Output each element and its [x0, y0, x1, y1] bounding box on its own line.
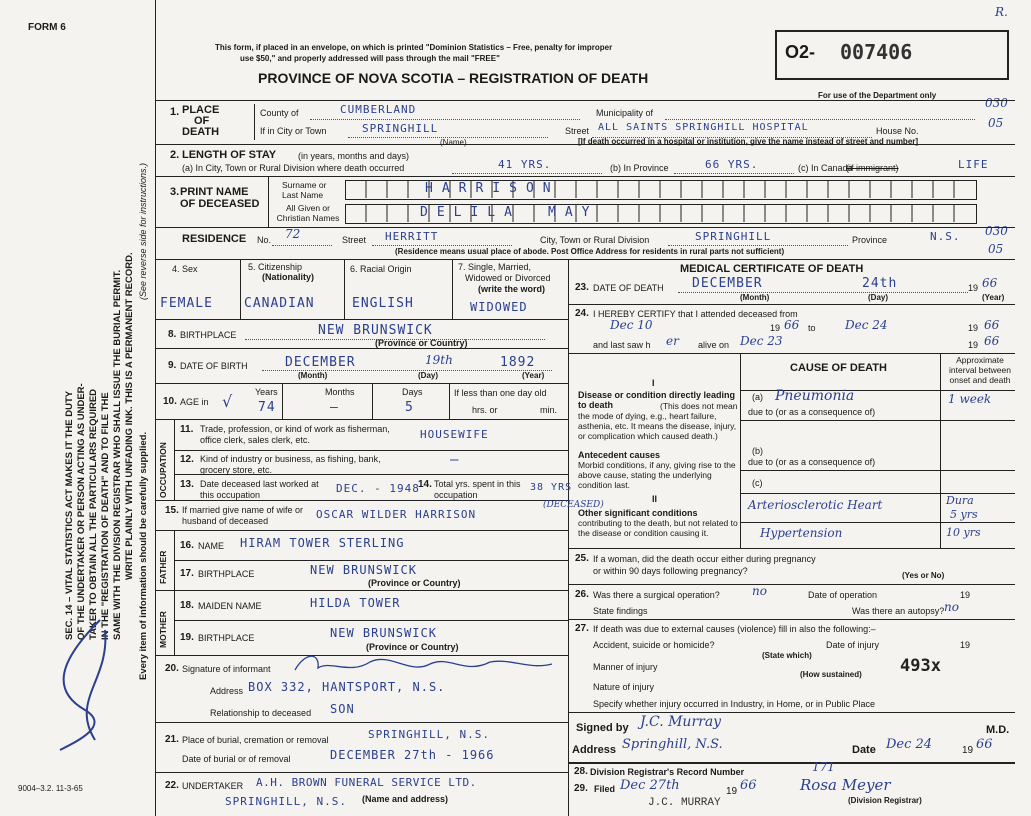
residence-street[interactable]: HERRITT [385, 230, 439, 243]
days-label: Days [402, 387, 423, 397]
s24-last-pronoun[interactable]: er [666, 334, 679, 348]
s17-label: BIRTHPLACE [198, 569, 255, 579]
s27-state-which: (State which) [762, 651, 812, 660]
s25-label: If a woman, did the death occur either during pregnancy or within 90 days following pregnancy? [593, 554, 816, 576]
side-instruction-2: OF THE UNDERTAKER OR PERSON ACTING AS UNDER- [76, 383, 87, 640]
s3-title-b: OF DECEASED [180, 198, 260, 210]
s2-number: 2. [170, 149, 180, 161]
s20-relationship[interactable]: SON [330, 702, 355, 716]
street-value[interactable]: ALL SAINTS SPRINGHILL HOSPITAL [598, 122, 809, 133]
dept-code-4: 05 [988, 242, 1004, 256]
signed-by-label: Signed by [576, 722, 629, 734]
s13-number: 13. [180, 479, 194, 490]
stay-b-value[interactable]: 66 YRS. [705, 158, 759, 171]
s16-label: NAME [198, 541, 225, 551]
s12-label: Kind of industry or business, as fishing, bank, grocery store, etc. [200, 454, 381, 475]
s27-label: If death was due to external causes (violence) fill in also the following:– [593, 624, 876, 634]
s18-label: MAIDEN NAME [198, 601, 262, 611]
disease-label: Disease or condition directly leading to death [578, 390, 736, 410]
s1-title-c: DEATH [182, 126, 220, 138]
s22-sublabel: (Name and address) [362, 794, 449, 804]
mail-notice-line2: use $50," and properly addressed will pass through the mail "FREE" [240, 54, 500, 63]
other-condition-1[interactable]: Arteriosclerotic Heart [748, 498, 883, 512]
s27-injury-date-label: Date of injury [826, 640, 880, 650]
s27-nature-label: Nature of injury [593, 682, 655, 692]
s29-number: 29. [574, 783, 588, 794]
municipality-label: Municipality of [596, 108, 654, 118]
days-value[interactable]: 5 [405, 400, 414, 415]
physician-date-year[interactable]: 66 [976, 737, 993, 752]
residence-no-label: No. [257, 235, 272, 245]
stay-c-label: (c) In Canada [798, 163, 853, 173]
s18-value[interactable]: HILDA TOWER [310, 596, 401, 610]
s17-number: 17. [180, 568, 194, 579]
side-instruction-3: TAKER TO OBTAIN ALL THE PARTICULARS REQUIRED [88, 388, 99, 640]
s9-day[interactable]: 19th [425, 353, 453, 367]
roman-two: II [652, 494, 658, 504]
s13-value[interactable]: DEC. - 1948 [336, 482, 420, 495]
s12-number: 12. [180, 454, 194, 465]
s26-findings-label: State findings [593, 606, 648, 616]
side-instruction-8: Every item of information should be carefully supplied. [138, 431, 149, 680]
s4-label: 4. Sex [172, 264, 198, 274]
side-instruction-6: WRITE PLAINLY WITH UNFADING INK. THIS IS A PERMANENT RECORD. [124, 252, 135, 580]
s19-value[interactable]: NEW BRUNSWICK [330, 626, 437, 640]
antecedent-note: Morbid conditions, if any, giving rise to the above cause, stating the underlying condition last. [578, 460, 736, 490]
min-label: min. [540, 405, 558, 415]
md-label: M.D. [986, 724, 1010, 736]
handwritten-flourish [40, 600, 120, 760]
s9-label: DATE OF BIRTH [180, 361, 248, 371]
s15-note: (DECEASED) [543, 500, 604, 510]
other-conditions-note: contributing to the death, but not related to the disease or condition causing it. [578, 518, 738, 538]
s20-address[interactable]: BOX 332, HANTSPORT, N.S. [248, 680, 446, 694]
other-condition-2-interval[interactable]: 10 yrs [946, 526, 981, 539]
s18-number: 18. [180, 600, 194, 611]
corner-mark: R. [995, 5, 1008, 19]
s1-number: 1. [170, 106, 180, 118]
s24-number: 24. [575, 308, 589, 319]
age-checkmark: √ [222, 392, 233, 411]
stay-c-strike: (if immigrant) [846, 163, 899, 173]
s5-label: 5. Citizenship [248, 262, 303, 272]
s26-date-label: Date of operation [808, 590, 878, 600]
hospital-note: [If death occurred in a hospital or institution, give the name instead of street and number] [578, 137, 919, 146]
s26-autopsy-label: Was there an autopsy? [852, 606, 945, 616]
s23-year-label: (Year) [982, 293, 1005, 302]
informant-signature [290, 650, 560, 680]
s6-label: 6. Racial Origin [350, 264, 412, 274]
s14-number: 14. [418, 479, 432, 490]
s16-number: 16. [180, 540, 194, 551]
s23-month-label: (Month) [740, 293, 770, 302]
stay-a-value[interactable]: 41 YRS. [498, 158, 552, 171]
other-condition-1-interval[interactable]: Dura [946, 494, 974, 507]
residence-no[interactable]: 72 [285, 227, 301, 241]
s29-value[interactable]: Dec 27th [620, 778, 680, 793]
physician-date-prefix: 19 [962, 745, 974, 756]
given-name-2[interactable]: MAY [548, 205, 599, 220]
county-label: County of [260, 108, 299, 118]
registration-prefix: O2- [785, 42, 816, 62]
s12-value[interactable]: – [450, 452, 460, 468]
residence-province-label: Province [852, 235, 888, 245]
s9-number: 9. [168, 360, 177, 371]
s6-value[interactable]: ENGLISH [352, 296, 414, 311]
s23-label: DATE OF DEATH [593, 283, 664, 293]
s10-label: AGE in [180, 397, 209, 407]
s24-to[interactable]: Dec 24 [845, 318, 888, 332]
stay-a-label: (a) In City, Town or Rural Division where death occurred [182, 163, 405, 173]
s20-label: Signature of informant [182, 664, 271, 674]
s27-number: 27. [575, 623, 589, 634]
physician-address-label: Address [572, 744, 617, 756]
s23-day[interactable]: 24th [862, 276, 898, 291]
s27-manner-label: Manner of injury [593, 662, 658, 672]
s8-number: 8. [168, 329, 177, 340]
s5-value[interactable]: CANADIAN [244, 296, 315, 311]
side-instruction-4: IN THE "REGISTRATION OF DEATH" AND TO FILE THE [100, 392, 111, 640]
interval-header: Approximate interval between onset and death [949, 355, 1011, 385]
s26-autopsy[interactable]: no [944, 600, 959, 614]
s10-number: 10. [163, 396, 177, 407]
s29-prefix: 19 [726, 786, 738, 797]
name-stamp: J.C. MURRAY [648, 797, 721, 809]
registrar-signature[interactable]: Rosa Meyer [800, 776, 891, 794]
s23-number: 23. [575, 282, 589, 293]
s14-value[interactable]: 38 YRS [530, 482, 573, 493]
s20-number: 20. [165, 663, 179, 674]
department-use-label: For use of the Department only [818, 91, 937, 100]
residence-province[interactable]: N.S. [930, 230, 961, 243]
s20-relationship-label: Relationship to deceased [210, 708, 312, 718]
stay-c-value[interactable]: LIFE [958, 158, 989, 171]
given-name-1[interactable]: DELILA [420, 205, 521, 220]
s22-value[interactable]: A.H. BROWN FUNERAL SERVICE LTD. [256, 776, 477, 789]
s26-date-prefix: 19 [960, 590, 971, 600]
other-conditions-label: Other significant conditions [578, 508, 698, 518]
physician-date-label: Date [852, 744, 876, 756]
s19-sublabel: (Province or Country) [366, 642, 459, 652]
s9-day-label: (Day) [418, 371, 439, 380]
s28-number: 28. [574, 766, 588, 777]
s15-number: 15. [165, 505, 179, 516]
s21-date[interactable]: DECEMBER 27th - 1966 [330, 748, 495, 762]
s23-day-label: (Day) [868, 293, 889, 302]
s29-year[interactable]: 66 [740, 778, 757, 793]
s22-number: 22. [165, 780, 179, 791]
side-instruction-1: SEC. 14 – VITAL STATISTICS ACT MAKES IT THE DUTY [64, 390, 75, 640]
s26-number: 26. [575, 589, 589, 600]
hrs-label: hrs. or [472, 405, 498, 415]
s24-from[interactable]: Dec 10 [610, 318, 653, 332]
mail-notice-line1: This form, if placed in an envelope, on which is printed "Dominion Statistics – Free, penalty for improper [215, 43, 613, 52]
s25-sublabel: (Yes or No) [902, 571, 945, 580]
months-label: Months [325, 387, 355, 397]
name-sublabel: (Name) [440, 138, 467, 147]
s27-accident-label: Accident, suicide or homicide? [593, 640, 715, 650]
s24-label: I HEREBY CERTIFY that I attended deceased from [593, 309, 798, 319]
given-names-label: All Given or Christian Names [276, 203, 340, 223]
s1-title-b: OF [194, 115, 210, 127]
s28-label: Division Registrar's Record Number [590, 767, 745, 777]
s24-to-label: to [808, 323, 816, 333]
registration-number: 007406 [840, 40, 913, 64]
s24-alive-label: alive on [698, 340, 730, 350]
occupation-label: OCCUPATION [158, 442, 168, 498]
s7-label: 7. Single, Married, [458, 262, 532, 272]
s27-date-prefix: 19 [960, 640, 971, 650]
stay-b-label: (b) In Province [610, 163, 669, 173]
form-label: FORM 6 [28, 22, 66, 33]
due-to-2: due to (or as a consequence of) [748, 457, 876, 467]
s7-label3: (write the word) [478, 284, 545, 294]
s24-to-year[interactable]: 66 [984, 318, 1000, 332]
cause-c-label: (c) [752, 478, 763, 488]
medical-title: MEDICAL CERTIFICATE OF DEATH [680, 263, 864, 275]
physician-signature[interactable]: J.C. Murray [640, 714, 722, 730]
s24-from-year[interactable]: 66 [784, 318, 800, 332]
dept-code-2: 05 [988, 116, 1004, 130]
s24-alive-year[interactable]: 66 [984, 334, 1000, 348]
s23-year-prefix: 19 [968, 283, 979, 293]
due-to-1: due to (or as a consequence of) [748, 407, 876, 417]
s8-sublabel: (Province or Country) [375, 338, 468, 348]
s3-number: 3. [170, 186, 180, 198]
surname-label: Surname or Last Name [282, 180, 327, 200]
s23-month[interactable]: DECEMBER [692, 276, 763, 291]
side-instruction-7: (See reverse side for instructions.) [138, 162, 148, 300]
s11-number: 11. [180, 424, 194, 435]
cause-a-interval[interactable]: 1 week [948, 392, 992, 406]
s27-where-label: Specify whether injury occurred in Industry, in Home, or in Public Place [593, 699, 875, 709]
s26-label: Was there a surgical operation? [593, 590, 720, 600]
s27-stamp: 493x [900, 656, 941, 676]
s15-value[interactable]: OSCAR WILDER HARRISON [316, 508, 477, 521]
registrar-label: (Division Registrar) [848, 796, 922, 805]
s9-month-label: (Month) [298, 371, 328, 380]
months-value[interactable]: – [330, 400, 339, 415]
s29-label: Filed [594, 784, 616, 794]
residence-city[interactable]: SPRINGHILL [695, 230, 772, 243]
less-than-day-label: If less than one day old [454, 388, 547, 398]
disease-note: (This does not mean the mode of dying, e.g., heart failure, asthenia, etc. It means the disease, injury, or complication which caused death.) [578, 401, 738, 441]
years-label: Years [255, 387, 278, 397]
residence-city-label: City, Town or Rural Division [540, 235, 650, 245]
cause-a-label: (a) [752, 392, 763, 402]
printer-code: 9004–3.2. 11-3-65 [18, 784, 83, 793]
s2-title: LENGTH OF STAY [182, 149, 277, 161]
s13-label: Date deceased last worked at this occupation [200, 479, 319, 500]
s1-title-a: PLACE [182, 104, 220, 116]
s22-line2[interactable]: SPRINGHILL, N.S. [225, 795, 347, 808]
side-instruction-5: SAME WITH THE DIVISION REGISTRAR WHO SHALL ISSUE THE BURIAL PERMIT. [112, 269, 123, 640]
city-value[interactable]: SPRINGHILL [362, 122, 439, 135]
s4-value[interactable]: FEMALE [160, 296, 213, 311]
s7-value[interactable]: WIDOWED [470, 300, 528, 314]
cause-title: CAUSE OF DEATH [790, 362, 887, 374]
cause-b-label: (b) [752, 446, 763, 456]
s7-label2: Widowed or Divorced [465, 273, 551, 283]
s24-to-prefix: 19 [968, 323, 979, 333]
form-title: PROVINCE OF NOVA SCOTIA – REGISTRATION OF DEATH [258, 70, 649, 86]
s24-from-prefix: 19 [770, 323, 781, 333]
s11-label: Trade, profession, or kind of work as fisherman, office clerk, sales clerk, etc. [200, 424, 390, 445]
residence-note: (Residence means usual place of abode. Post Office Address for residents in rural parts not sufficient) [395, 247, 785, 256]
city-label: If in City or Town [260, 126, 327, 136]
s19-number: 19. [180, 632, 194, 643]
s15-label: If married give name of wife or husband of deceased [182, 505, 304, 526]
s24-alive[interactable]: Dec 23 [740, 334, 783, 348]
s20-address-label: Address [210, 686, 244, 696]
s8-value[interactable]: NEW BRUNSWICK [318, 323, 433, 338]
physician-date[interactable]: Dec 24 [886, 737, 933, 752]
surname-value[interactable]: HARRISON [425, 181, 560, 196]
mother-label: MOTHER [158, 611, 168, 648]
s28-value[interactable]: 171 [812, 760, 835, 774]
residence-street-label: Street [342, 235, 367, 245]
s5-sublabel: (Nationality) [262, 272, 315, 282]
s11-value[interactable]: HOUSEWIFE [420, 428, 489, 441]
s19-label: BIRTHPLACE [198, 633, 255, 643]
s14-label: Total yrs. spent in this occupation [434, 479, 521, 500]
other-condition-1-interval-2[interactable]: 5 yrs [950, 508, 978, 521]
residence-title: RESIDENCE [182, 233, 247, 245]
s27-how-sustained: (How sustained) [800, 670, 862, 679]
s24-last-label: and last saw h [593, 340, 651, 350]
s9-year[interactable]: 1892 [500, 355, 536, 370]
s21-number: 21. [165, 734, 179, 745]
years-value[interactable]: 74 [258, 400, 276, 415]
s16-value[interactable]: HIRAM TOWER STERLING [240, 536, 405, 550]
s9-month[interactable]: DECEMBER [285, 355, 356, 370]
s21-place[interactable]: SPRINGHILL, N.S. [368, 728, 490, 741]
s17-value[interactable]: NEW BRUNSWICK [310, 563, 417, 577]
street-label: Street [565, 126, 590, 136]
s2-subtitle: (in years, months and days) [298, 151, 410, 161]
s22-label: UNDERTAKER [182, 781, 244, 791]
other-condition-2[interactable]: Hypertension [760, 526, 843, 540]
physician-address[interactable]: Springhill, N.S. [622, 737, 723, 752]
dept-code-1: 030 [985, 96, 1008, 110]
s17-sublabel: (Province or Country) [368, 578, 461, 588]
cause-a-value[interactable]: Pneumonia [775, 388, 855, 404]
roman-one: I [652, 378, 655, 388]
s24-alive-prefix: 19 [968, 340, 979, 350]
s21-date-label: Date of burial or of removal [182, 754, 291, 764]
antecedent-label: Antecedent causes [578, 450, 661, 460]
s8-label: BIRTHPLACE [180, 330, 237, 340]
dept-code-3: 030 [985, 224, 1008, 238]
s23-year[interactable]: 66 [982, 276, 998, 290]
father-label: FATHER [158, 550, 168, 584]
county-value[interactable]: CUMBERLAND [340, 103, 417, 116]
house-no-label: House No. [876, 126, 919, 136]
s26-value[interactable]: no [752, 584, 767, 598]
s25-number: 25. [575, 553, 589, 564]
s9-year-label: (Year) [522, 371, 545, 380]
s3-title-a: PRINT NAME [180, 186, 249, 198]
s21-label: Place of burial, cremation or removal [182, 735, 329, 745]
